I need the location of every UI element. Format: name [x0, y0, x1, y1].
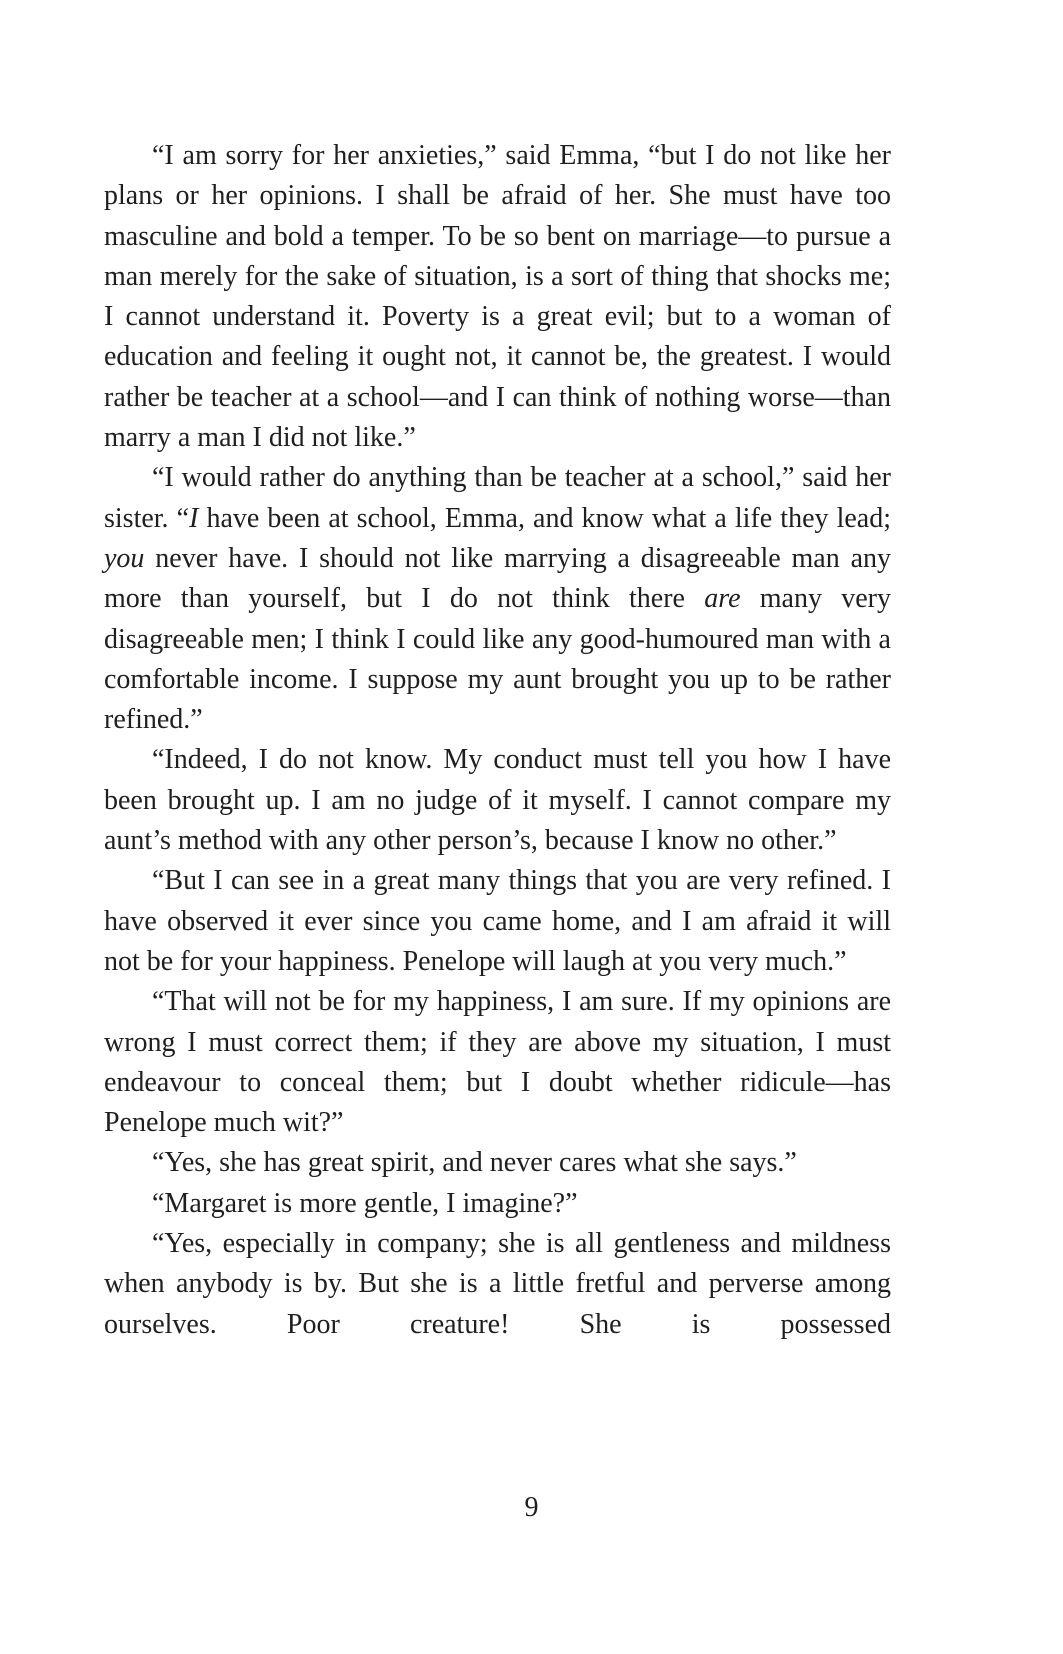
text-run: many very disagreeable men; I think I could like any good-humoured man with a comfortable income. I suppose my aunt brought you up to be rather refined.” [104, 583, 891, 736]
text-run: “But I can see in a great many things that you are very refined. I have observed it ever since you came home, and I am afraid it will not be for your happiness. Penelope will laugh at you very much.” [104, 865, 891, 977]
text-run: “Margaret is more gentle, I imagine?” [152, 1187, 578, 1219]
italic-text: are [704, 583, 741, 615]
page-body-text [104, 136, 891, 1345]
text-run: “I am sorry for her anxieties,” said Emma, “but I do not like her plans or her opinions. I shall be afraid of her. She must have too masculine and bold a temper. To be so bent on marriage—to pursue a man merely for the sake of situation, is a sort of thing that shocks me; I cannot understand it. Poverty is a great evil; but to a woman of education and feeling it ought not, it cannot be, the greatest. I would rather be teacher at a school—and I can think of nothing worse—than marry a man I did not like.” [104, 140, 891, 454]
text-run: have been at school, Emma, and know what a life they lead; [198, 502, 891, 534]
text-run: “Yes, she has great spirit, and never cares what she says.” [152, 1147, 797, 1179]
italic-text: you [104, 542, 145, 574]
paragraph [104, 982, 891, 1143]
page-number: 9 [524, 1492, 539, 1523]
text-run: “Indeed, I do not know. My conduct must tell you how I have been brought up. I am no judge of it myself. I cannot compare my aunt’s method with any other person’s, because I know no other.” [104, 744, 891, 857]
paragraph [104, 136, 891, 458]
paragraph [104, 1143, 891, 1183]
paragraph [104, 458, 891, 740]
text-run: “I would rather do anything than be teacher at a school,” said her sister. “ [104, 462, 891, 534]
paragraph [104, 740, 891, 861]
paragraph [104, 1224, 891, 1345]
text-run: never have. I should not like marrying a disagreeable man any more than yourself, but I do not think there [104, 542, 891, 615]
italic-text: I [189, 502, 199, 534]
paragraph [104, 861, 891, 982]
paragraph [104, 1184, 891, 1224]
text-run: “Yes, especially in company; she is all gentleness and mildness when anybody is by. But she is a little fretful and perverse among ourselves. Poor creature! She is possessed [104, 1228, 891, 1340]
text-run: “That will not be for my happiness, I am sure. If my opinions are wrong I must correct them; if they are above my situation, I must endeavour to conceal them; but I doubt whether ridicule—has Penelope much wit?” [104, 986, 891, 1139]
